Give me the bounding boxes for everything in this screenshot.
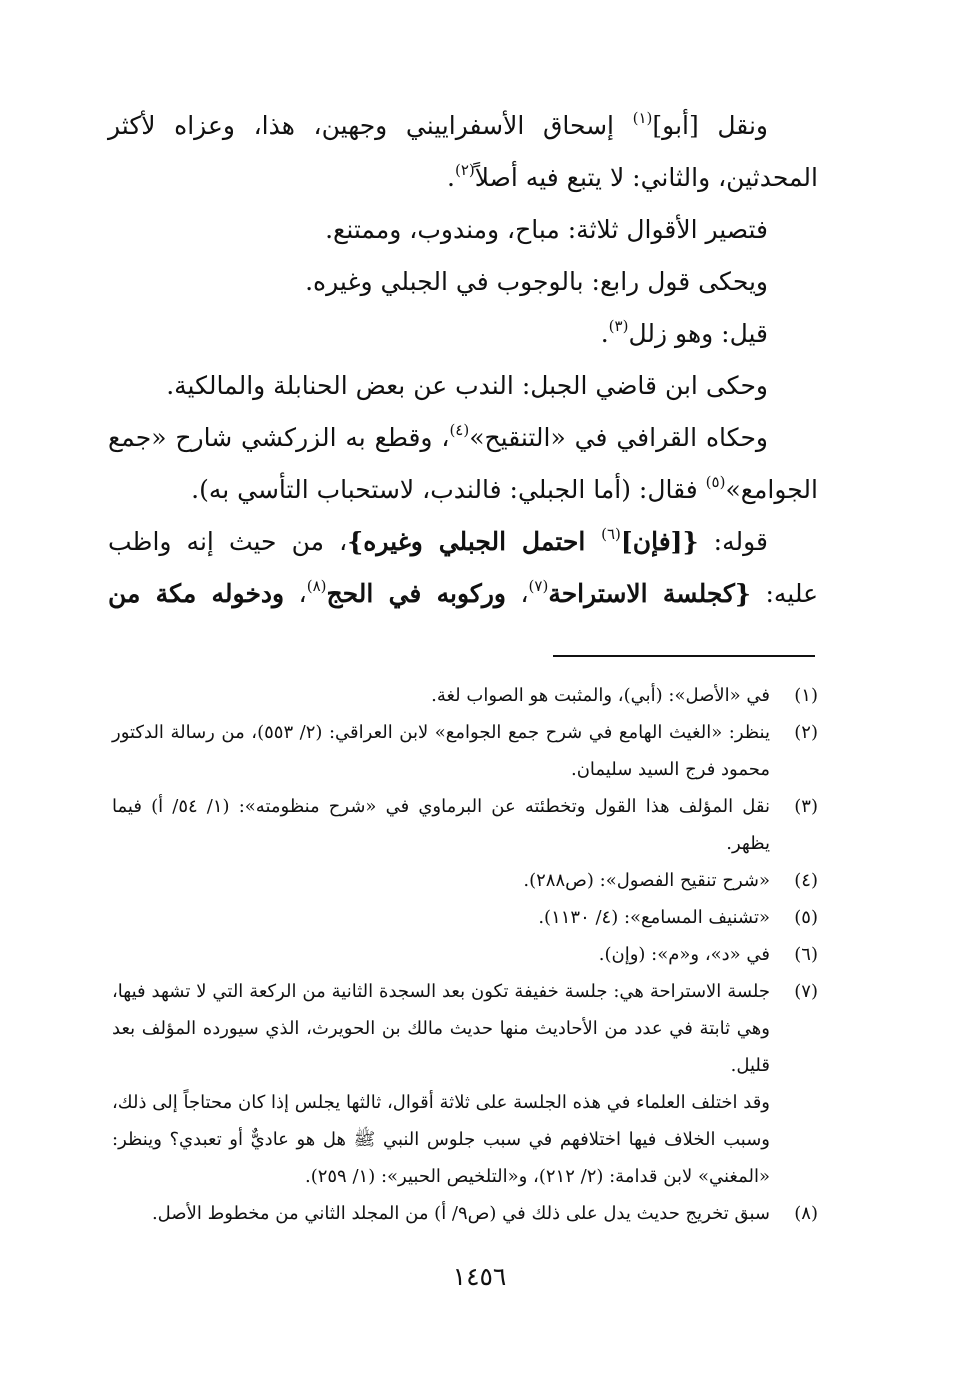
text: إسحاق الأسفراييني وجهين، هذا، وعزاه لأكثر المحدثين، والثاني: لا يتبع فيه أصلاً (108, 111, 818, 192)
footnote-3 (112, 788, 818, 862)
paragraph-2: فتصير الأقوال ثلاثة: مباح، ومندوب، وممتنع. (325, 215, 768, 244)
text: ، من حيث إنه واظب عليه: (108, 527, 819, 608)
footnote-8 (112, 1195, 818, 1232)
text: . (447, 163, 455, 192)
footnote-ref[interactable]: (٣) (608, 317, 629, 335)
footnote-ref[interactable]: (٢) (454, 161, 475, 179)
footnote-6 (112, 936, 818, 973)
main-text (108, 100, 818, 620)
footnote-number: (٨) (794, 1203, 818, 1224)
bold-text: وركوبه في الحج (326, 579, 506, 608)
text: ونقل [أبو] (652, 111, 768, 140)
footnote-number: (٦) (794, 944, 818, 965)
paragraph-4 (108, 308, 818, 360)
text: فقال: (أما الجبلي: فالندب، لاستحباب التأسي به). (191, 475, 706, 504)
footnote-ref[interactable]: (١) (632, 109, 653, 127)
footnote-ref[interactable]: (٧) (528, 577, 549, 595)
footnote-ref[interactable]: (٨) (306, 577, 327, 595)
footnote-number: (٥) (794, 907, 818, 928)
footnote-number: (٧) (794, 981, 818, 1002)
footnote-number: (٢) (794, 722, 818, 743)
footnote-number: (١) (794, 685, 818, 706)
text: قيل: وهو زلل (628, 319, 768, 348)
text: ، وقطع به الزركشي شارح «جمع الجوامع» (108, 423, 818, 504)
text: قوله: (698, 527, 768, 556)
footnote-4 (112, 862, 818, 899)
footnote-5 (112, 899, 818, 936)
footnote-ref[interactable]: (٦) (601, 525, 621, 543)
footnote-text: سبق تخريج حديث يدل على ذلك في (ص٩/ أ) من المجلد الثاني من مخطوط الأصل. (151, 1203, 770, 1224)
text: . (600, 319, 609, 348)
bold-text: {[فإن] (620, 527, 699, 556)
footnote-number: (٤) (794, 870, 818, 891)
footnotes (112, 677, 818, 1232)
footnote-text: في «الأصل»: (أبي)، والمثبت هو الصواب لغة. (431, 685, 770, 706)
footnote-7-continuation: وقد اختلف العلماء في هذه الجلسة على ثلاثة أقوال، ثالثها يجلس إذا كان محتاجاً إلى ذلك، وسبب الخلاف فيها اختلافهم في سبب جلوس النبي ﷺ هل هو عاديٌّ أو تعبدي؟ وينظر: «المغني» لابن قدامة: (٢/ ٢١٢)، و«التلخيص الحبير»: (١/ ٢٥٩). (112, 1092, 770, 1187)
text: ، (505, 579, 529, 608)
footnote-number: (٣) (794, 796, 818, 817)
footnote-ref[interactable]: (٥) (705, 473, 726, 491)
text: وحكاه القرافي في «التنقيح» (469, 423, 769, 452)
footnote-text: «تشنيف المسامع»: (٤/ ١١٣٠). (538, 907, 770, 928)
bold-text: ودخوله مكة من (108, 579, 285, 608)
footnote-text: في «د»، و«م»: (وإن). (598, 944, 770, 965)
text: ، (284, 579, 307, 608)
footnote-text: نقل المؤلف هذا القول وتخطئته عن البرماوي في «شرح منظومته»: (١/ ٥٤/ أ) فيما يظهر. (112, 796, 770, 854)
bold-text: احتمل الجبلي وغيره} (347, 527, 602, 556)
paragraph-5: وحكى ابن قاضي الجبل: الندب عن بعض الحنابلة والمالكية. (166, 371, 768, 400)
paragraph-6 (108, 412, 818, 516)
footnote-1 (112, 677, 818, 714)
page-number: ١٤٥٦ (452, 1262, 507, 1291)
paragraph-1 (108, 100, 818, 204)
bold-text: {كجلسة الاستراحة (548, 579, 751, 608)
footnote-divider (553, 655, 815, 657)
footnote-ref[interactable]: (٤) (449, 421, 470, 439)
footnote-7 (112, 973, 818, 1084)
footnote-text: ينظر: «الغيث الهامع في شرح جمع الجوامع» لابن العراقي: (٢/ ٥٥٣)، من رسالة الدكتور محمود فرج السيد سليمان. (112, 722, 770, 780)
paragraph-7 (108, 516, 818, 620)
footnote-2 (112, 714, 818, 788)
footnote-text: جلسة الاستراحة هي: جلسة خفيفة تكون بعد السجدة الثانية من الركعة التي لا تشهد فيها، وهي ثابتة في عدد من الأحاديث منها حديث مالك بن الحويرث، الذي سيورده المؤلف بعد قليل. (112, 981, 770, 1076)
footnote-text: «شرح تنقيح الفصول»: (ص٢٨٨). (523, 870, 770, 891)
paragraph-3: ويحكى قول رابع: بالوجوب في الجبلي وغيره. (305, 267, 768, 296)
